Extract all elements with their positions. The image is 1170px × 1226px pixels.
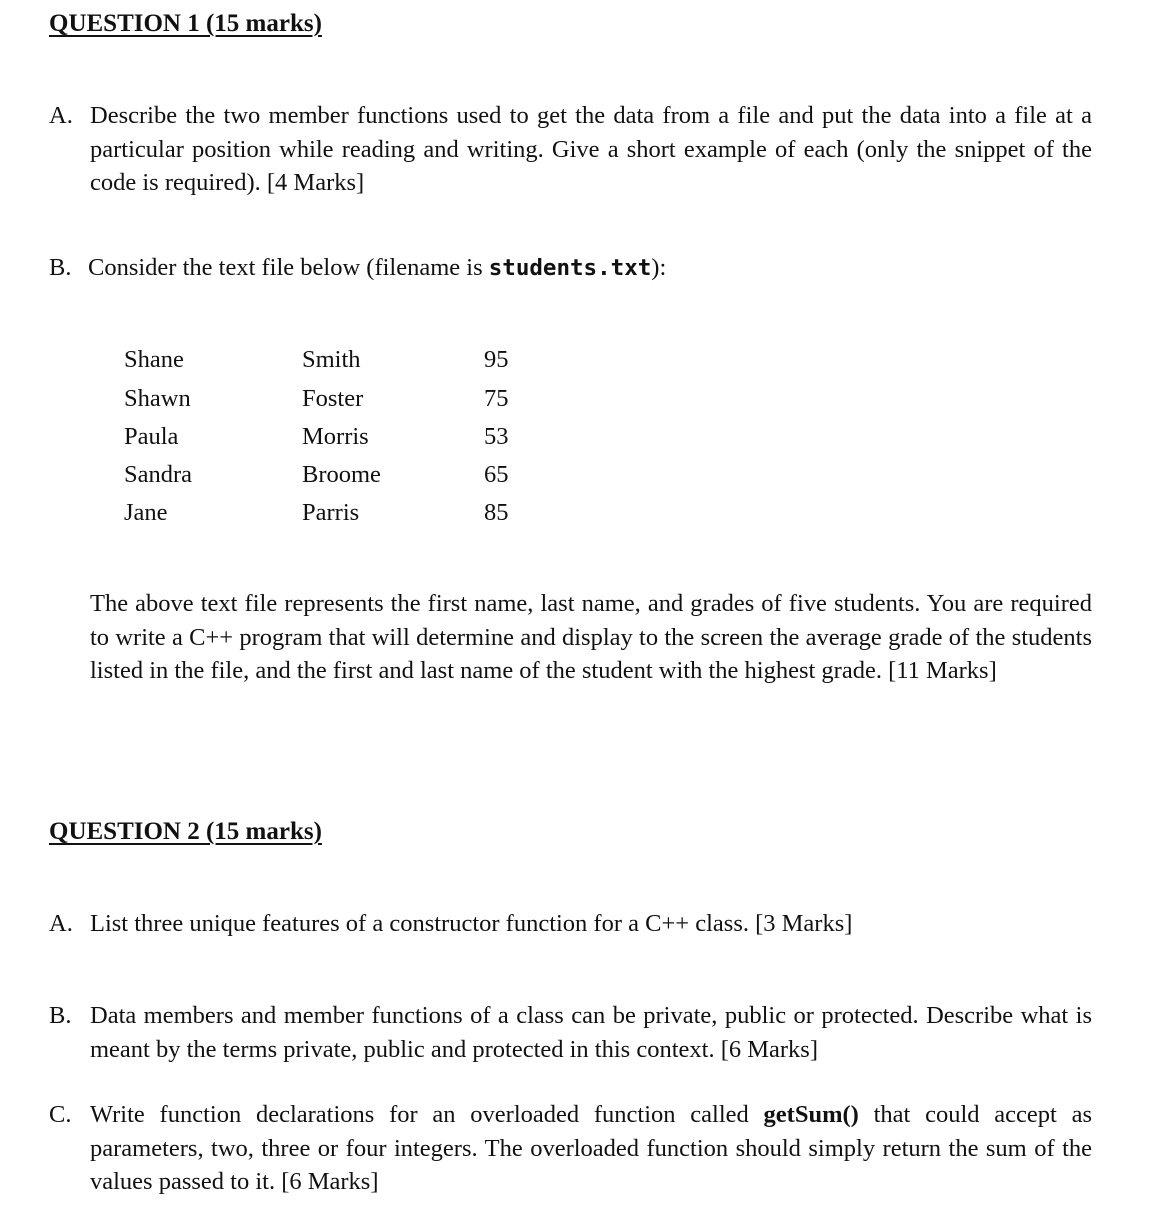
question-1-heading: QUESTION 1 (15 marks) [49,10,322,37]
function-name: getSum() [763,1101,859,1128]
grade: 75 [484,385,509,412]
question-2-part-b-text: Data members and member functions of a class can be private, public or protected. Describe what is meant by the terms private, public and protected in this context. [6 Marks] [90,1002,1092,1063]
first-name: Shawn [124,385,191,412]
question-1-part-b [49,251,1092,286]
first-name: Sandra [124,461,193,488]
first-name: Paula [124,423,179,450]
pre-text: Write function declarations for an overloaded function called [90,1101,764,1128]
last-name: Broome [302,461,381,488]
part-letter: B. [49,254,72,281]
filename: students.txt [488,255,652,281]
part-letter: A. [49,102,73,129]
last-name: Smith [302,346,361,373]
grade: 65 [484,461,509,488]
first-name: Shane [124,346,184,373]
question-2-part-a-text: List three unique features of a constructor function for a C++ class. [3 Marks] [90,910,853,937]
question-1-part-b-intro [88,251,1092,286]
last-name: Morris [302,423,369,450]
part-letter: A. [49,910,73,937]
first-name: Jane [124,499,168,526]
question-1-part-a [49,99,1092,200]
part-letter: B. [49,1002,72,1029]
outro-text: ): [651,254,667,281]
last-name: Foster [302,385,364,412]
question-2-part-a [49,907,1092,941]
last-name: Parris [302,499,360,526]
question-2-heading: QUESTION 2 (15 marks) [49,818,322,845]
grade: 95 [484,346,509,373]
post-text: that could accept as parameters, two, three or four integers. The overloaded function should simply return the sum of the values passed to it. [6 Marks] [90,1101,1092,1195]
question-2-part-b [49,999,1092,1066]
question-1-part-a-text: Describe the two member functions used to get the data from a file and put the data into a file at a particular position while reading and writing. Give a short example of each (only the snippet of the code is required). [4 Marks] [90,102,1092,196]
grade: 53 [484,423,509,450]
question-2-part-c [49,1098,1092,1199]
intro-text: Consider the text file below (filename is [88,254,489,281]
grade: 85 [484,499,509,526]
part-letter: C. [49,1101,72,1128]
question-2-part-c-text [90,1098,1092,1199]
question-1-part-b-paragraph: The above text file represents the first name, last name, and grades of five students. You are required to write a C++ program that will determine and display to the screen the average grade of the students listed in the file, and the first and last name of the student with the highest grade. [11 Marks] [90,590,1092,684]
